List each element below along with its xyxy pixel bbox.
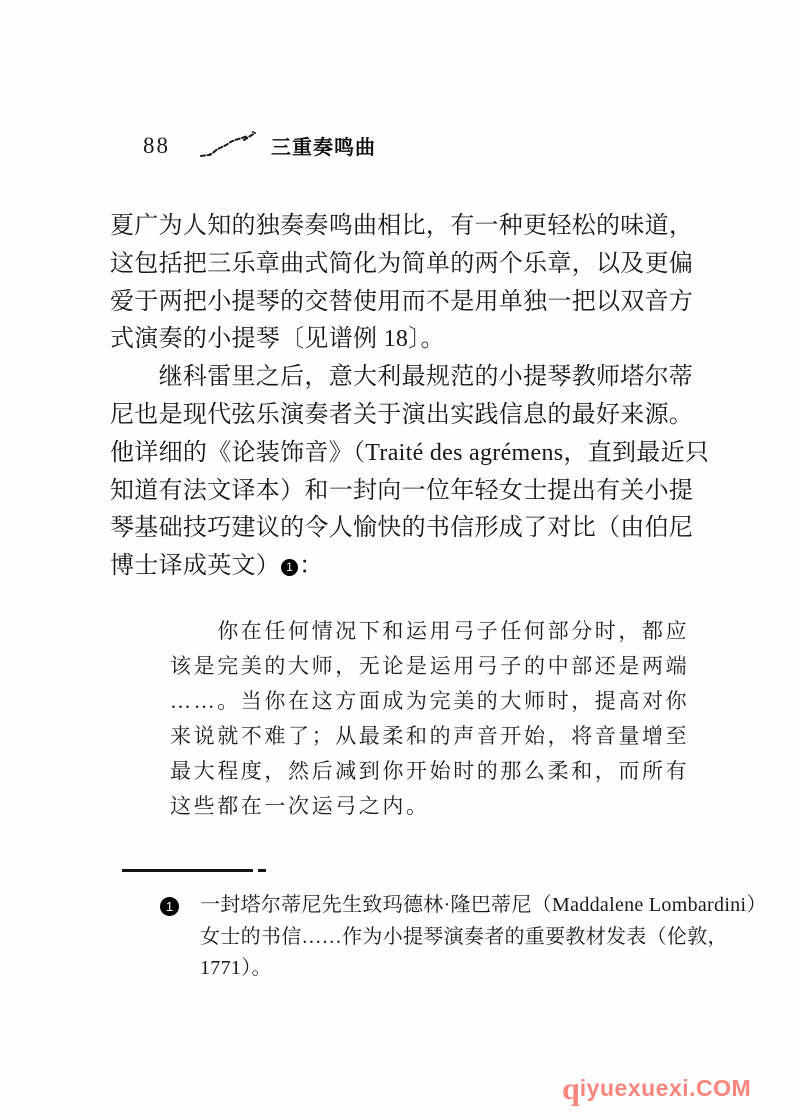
body-last-line — [110, 548, 710, 586]
text-line: 琴基础技巧建议的令人愉快的书信形成了对比（由伯尼 — [110, 515, 694, 542]
footnote-text — [200, 890, 767, 985]
footnote-marker: 1 — [160, 897, 179, 916]
text-line: ……。当你在这方面成为完美的大师时，提高对你 — [170, 689, 690, 713]
text-line: 该是完美的大师，无论是运用弓子的中部还是两端 — [170, 654, 690, 678]
text-line: 来说就不难了；从最柔和的声音开始，将音量增至 — [170, 724, 690, 748]
text-line: 1771）。 — [200, 957, 272, 979]
body-last-line-pre: 博士译成英文） — [110, 553, 281, 580]
text-line: 继科雷里之后，意大利最规范的小提琴教师塔尔蒂 — [110, 364, 694, 391]
text-line: 式演奏的小提琴〔见谱例 18〕。 — [110, 326, 445, 353]
text-line: 他详细的《论装饰音》（Traité des agrémens，直到最近只 — [110, 439, 710, 466]
text-line: 你在任何情况下和运用弓子任何部分时，都应 — [170, 619, 690, 643]
footnote-divider-dash — [258, 869, 266, 872]
footnote-reference-marker: 1 — [281, 559, 298, 576]
chapter-title: 三重奏鸣曲 — [271, 137, 376, 159]
pen-flourish-icon — [198, 130, 262, 160]
watermark — [562, 1070, 751, 1107]
text-line: 女士的书信……作为小提琴演奏者的重要教材发表（伦敦， — [200, 925, 728, 948]
quote-block — [170, 614, 710, 824]
body-text — [110, 208, 710, 586]
text-line: 一封塔尔蒂尼先生致玛德林·隆巴蒂尼（Maddalene Lombardini） — [200, 894, 767, 916]
text-line: 这些都在一次运弓之内。 — [170, 794, 430, 818]
footnote-divider — [122, 869, 253, 872]
text-line: 夏广为人知的独奏奏鸣曲相比，有一种更轻松的味道， — [110, 213, 694, 239]
body-last-line-post: ： — [299, 553, 324, 580]
watermark-lead: q — [562, 1070, 580, 1106]
body-lines — [110, 208, 710, 548]
text-line: 这包括把三乐章曲式简化为简单的两个乐章，以及更偏 — [110, 250, 694, 277]
text-line: 知道有法文译本）和一封向一位年轻女士提出有关小提 — [110, 477, 694, 504]
text-line: 最大程度，然后减到你开始时的那么柔和，而所有 — [170, 759, 690, 783]
text-line: 尼也是现代弦乐演奏者关于演出实践信息的最好来源。 — [110, 401, 694, 428]
page-number: 88 — [143, 133, 170, 158]
watermark-rest: iyuexuexi.COM — [579, 1075, 752, 1101]
text-line: 爱于两把小提琴的交替使用而不是用单独一把以双音方 — [110, 288, 694, 315]
